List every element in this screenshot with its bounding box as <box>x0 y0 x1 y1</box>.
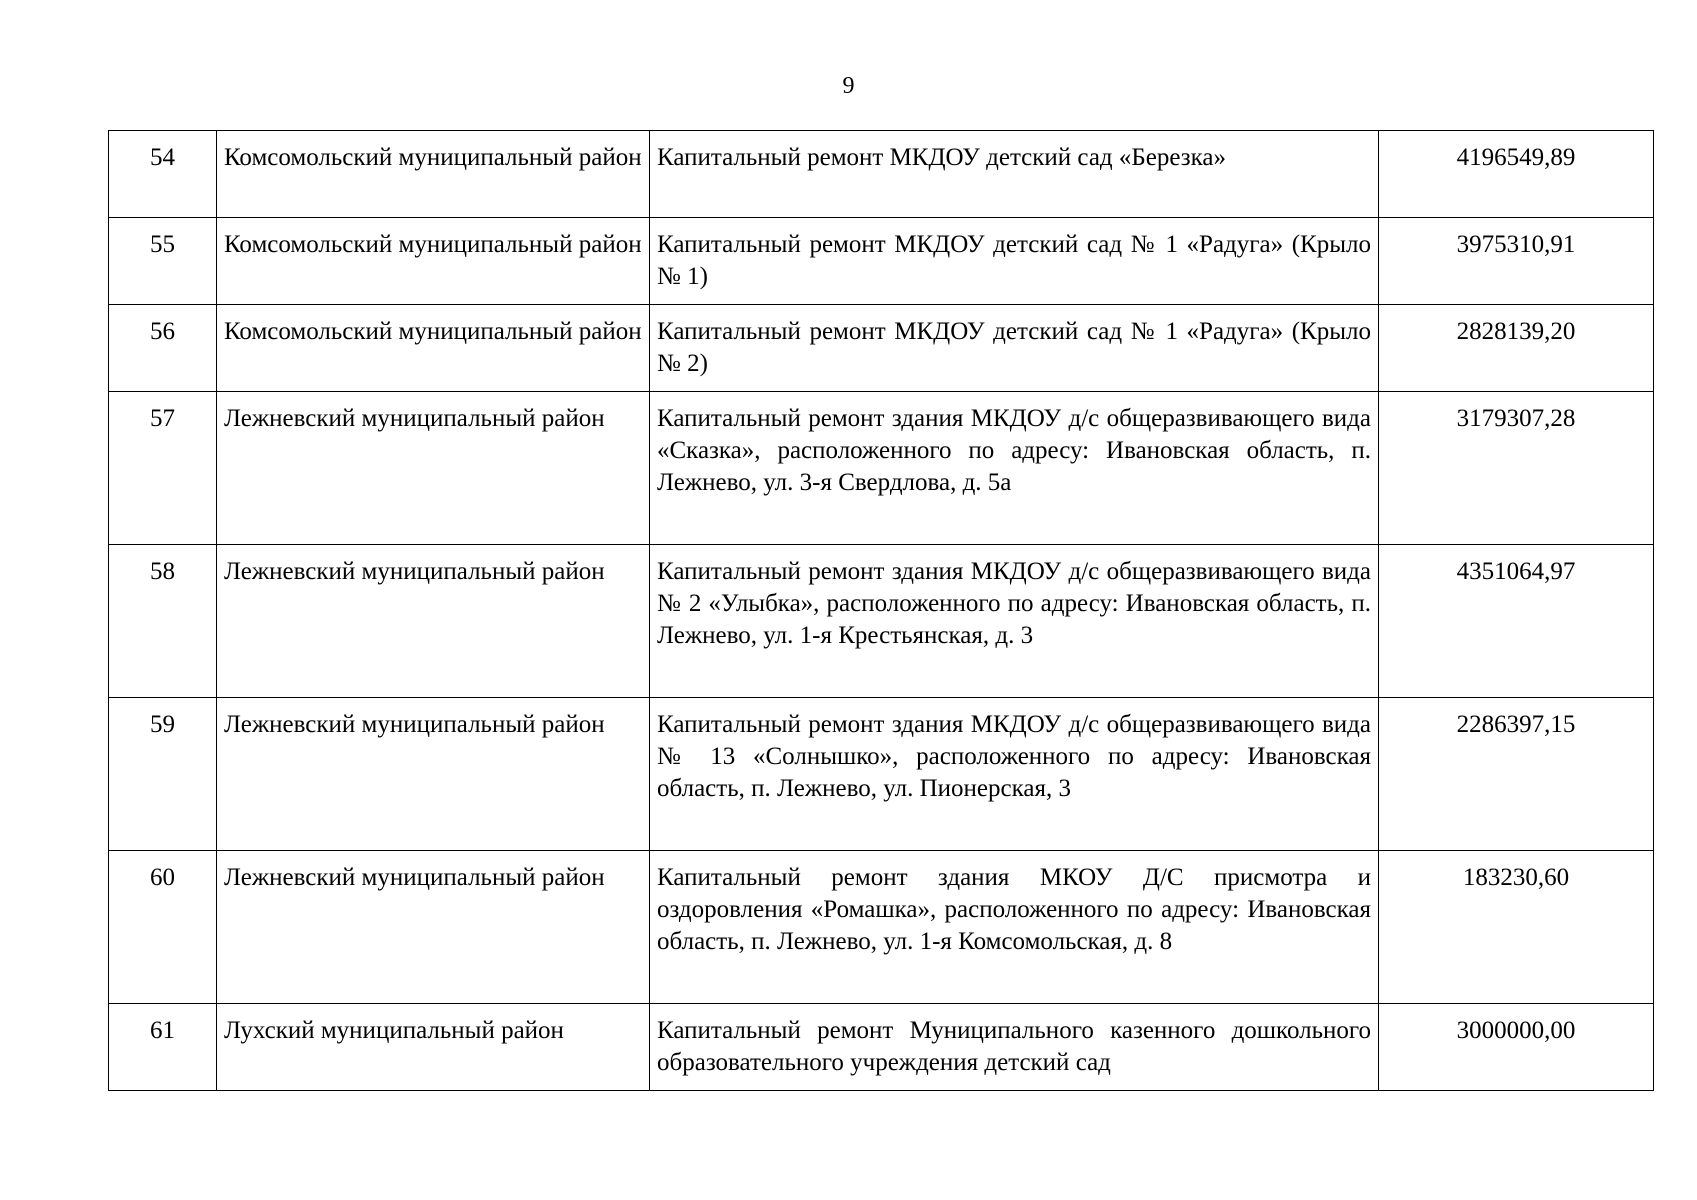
page-number: 9 <box>842 73 855 99</box>
description-cell: Капитальный ремонт Муниципального казенного дошкольного образовательного учреждения детский сад <box>650 1004 1379 1091</box>
row-number: 58 <box>109 545 217 698</box>
amount-cell: 4196549,89 <box>1379 131 1654 218</box>
table-row <box>109 851 1654 1004</box>
district-cell: Лежневский муниципальный район <box>217 851 650 1004</box>
table-row <box>109 131 1654 218</box>
table-row <box>109 545 1654 698</box>
amount-cell: 4351064,97 <box>1379 545 1654 698</box>
funding-table <box>108 130 1654 1091</box>
description-cell: Капитальный ремонт МКДОУ детский сад «Березка» <box>650 131 1379 218</box>
district-cell: Лежневский муниципальный район <box>217 392 650 545</box>
table-row <box>109 218 1654 305</box>
district-cell: Лежневский муниципальный район <box>217 545 650 698</box>
amount-cell: 3179307,28 <box>1379 392 1654 545</box>
row-number: 57 <box>109 392 217 545</box>
district-cell: Комсомольский муниципальный район <box>217 305 650 392</box>
district-cell: Лежневский муниципальный район <box>217 698 650 851</box>
district-cell: Комсомольский муниципальный район <box>217 218 650 305</box>
row-number: 61 <box>109 1004 217 1091</box>
table-row <box>109 1004 1654 1091</box>
district-cell: Комсомольский муниципальный район <box>217 131 650 218</box>
amount-cell: 3975310,91 <box>1379 218 1654 305</box>
table-row <box>109 392 1654 545</box>
description-cell: Капитальный ремонт здания МКДОУ д/с общеразвивающего вида № 13 «Солнышко», расположенного по адресу: Ивановская область, п. Лежнево, ул. Пионерская, 3 <box>650 698 1379 851</box>
row-number: 55 <box>109 218 217 305</box>
row-number: 56 <box>109 305 217 392</box>
description-cell: Капитальный ремонт МКДОУ детский сад № 1 «Радуга» (Крыло № 1) <box>650 218 1379 305</box>
description-cell: Капитальный ремонт МКДОУ детский сад № 1 «Радуга» (Крыло № 2) <box>650 305 1379 392</box>
table-row <box>109 698 1654 851</box>
amount-cell: 183230,60 <box>1379 851 1654 1004</box>
amount-cell: 2828139,20 <box>1379 305 1654 392</box>
amount-cell: 2286397,15 <box>1379 698 1654 851</box>
district-cell: Лухский муниципальный район <box>217 1004 650 1091</box>
description-cell: Капитальный ремонт здания МКДОУ д/с общеразвивающего вида «Сказка», расположенного по адресу: Ивановская область, п. Лежнево, ул. 3-я Свердлова, д. 5а <box>650 392 1379 545</box>
description-cell: Капитальный ремонт здания МКОУ Д/С присмотра и оздоровления «Ромашка», расположенного по адресу: Ивановская область, п. Лежнево, ул. 1-я Комсомольская, д. 8 <box>650 851 1379 1004</box>
row-number: 54 <box>109 131 217 218</box>
table-row <box>109 305 1654 392</box>
row-number: 60 <box>109 851 217 1004</box>
amount-cell: 3000000,00 <box>1379 1004 1654 1091</box>
description-cell: Капитальный ремонт здания МКДОУ д/с общеразвивающего вида № 2 «Улыбка», расположенного по адресу: Ивановская область, п. Лежнево, ул. 1-я Крестьянская, д. 3 <box>650 545 1379 698</box>
row-number: 59 <box>109 698 217 851</box>
